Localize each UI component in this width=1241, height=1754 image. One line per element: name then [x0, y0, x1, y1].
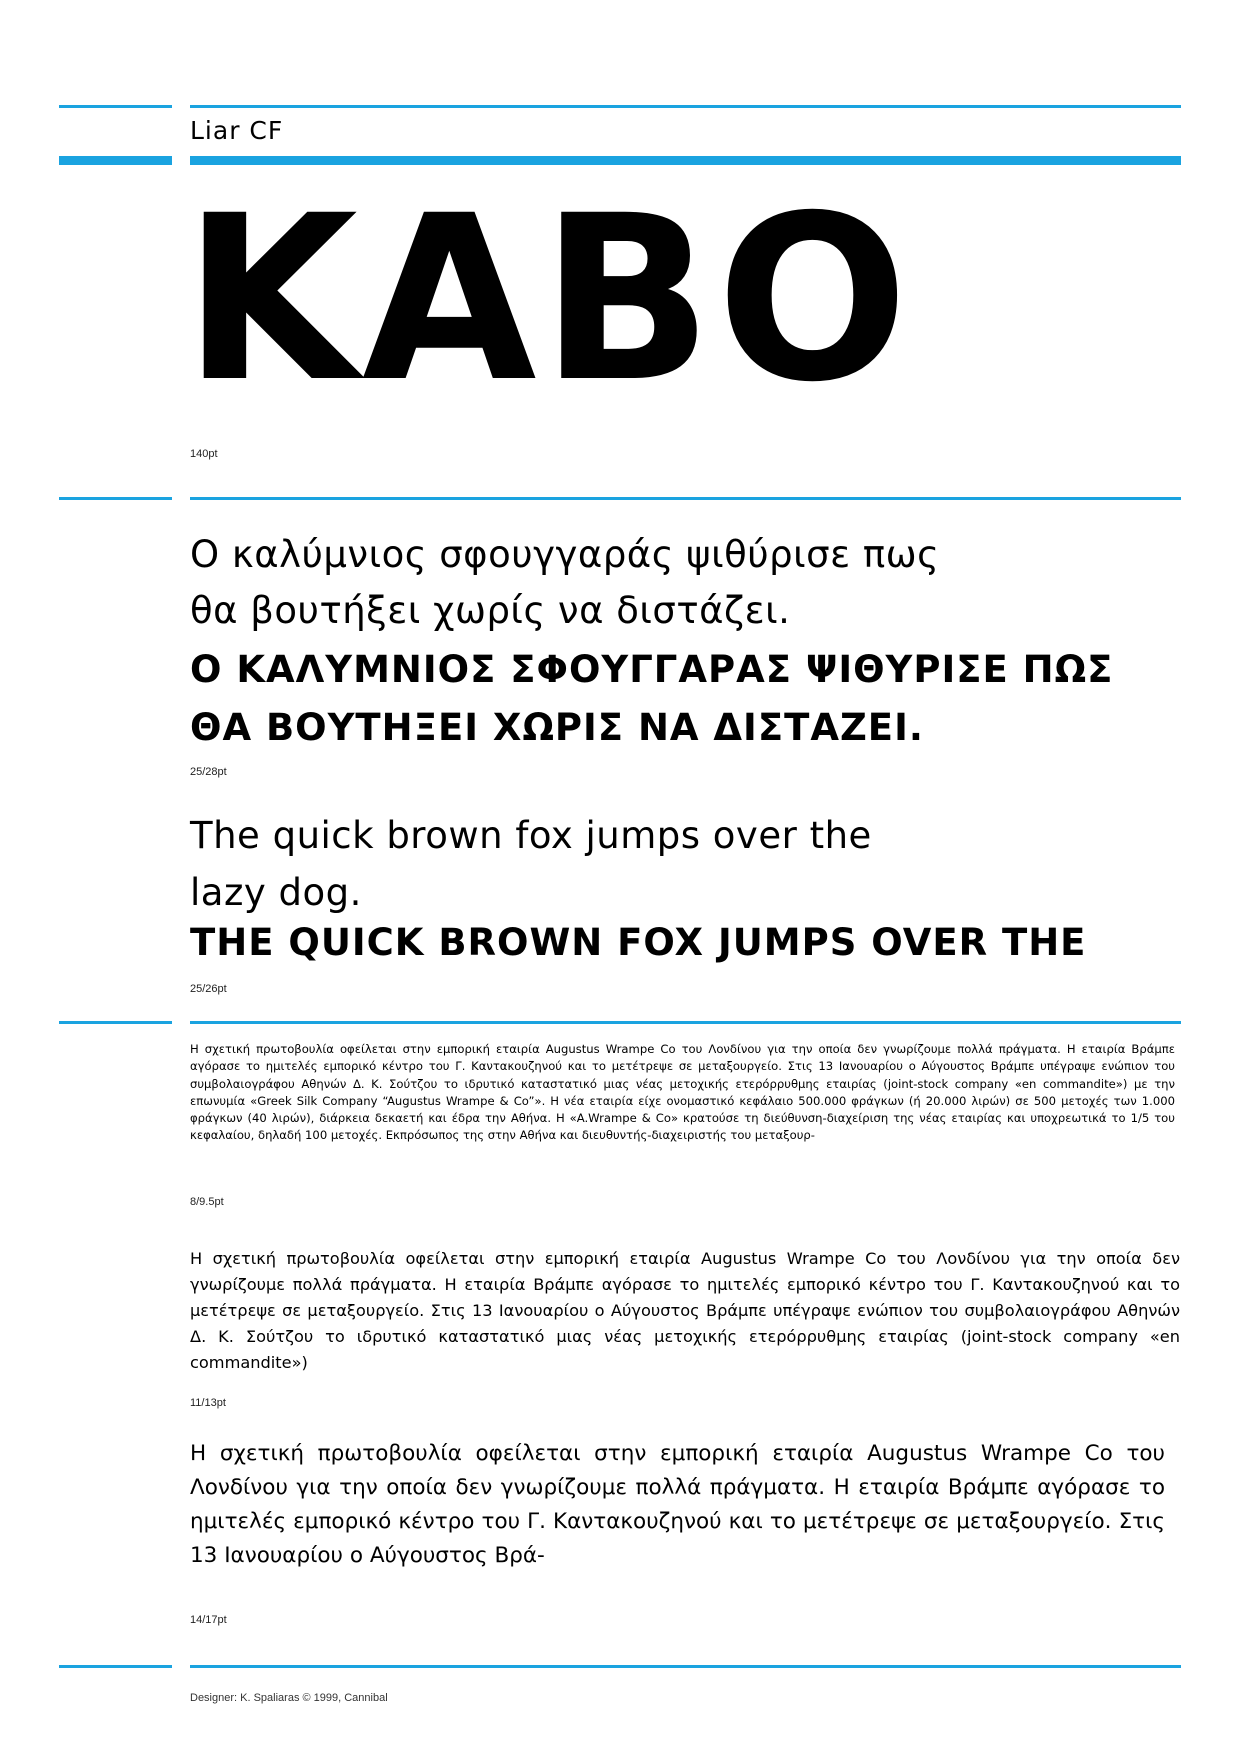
latin-sample-size-label: 25/26pt	[190, 983, 227, 995]
section-rule-left-1	[59, 497, 172, 500]
section-rule-left-2	[59, 1021, 172, 1024]
latin-sample-line-1: The quick brown fox jumps over the	[190, 814, 872, 857]
font-name: Liar CF	[190, 116, 284, 145]
section-rule-right-2	[190, 1021, 1181, 1024]
body-sample-14pt-size-label: 14/17pt	[190, 1614, 227, 1626]
greek-sample-line-2: θα βουτήξει χωρίς να διστάζει.	[190, 589, 791, 632]
body-sample-8pt: Η σχετική πρωτοβουλία οφείλεται στην εμπορική εταιρία Augustus Wrampe Co του Λονδίνου για την οποία δεν γνωρίζουμε πολλά πράγματα. Η εταιρία Βράμπε αγόρασε το ημιτελές εμπορικό κέντρο του Γ. Καντακουζηνού και το μετέτρεψε σε μεταξουργείο. Στις 13 Ιανουαρίου ο Αύγουστος Βράμπε υπέγραψε ενώπιον του συμβολαιογράφου Αθηνών Δ. Κ. Σούτζου το ιδρυτικό καταστατικό μιας νέας μετοχικής ετερόρρυθμης εταιρίας (joint-stock company «en commandite») με την επωνυμία «Greek Silk Company “Augustus Wrampe & Co”». Η νέα εταιρία είχε ονομαστικό κεφάλαιο 500.000 φράγκων (ή 20.000 λιρών) σε 500 μετοχές των 1.000 φράγκων (40 λιρών), διάρκεια δεκαετή και έδρα την Αθήνα. Η «A.Wrampe & Co» κρατούσε τη διεύθυνση-διαχείριση της νέας εταιρίας και υποχρεωτικά το 1/5 του κεφαλαίου, δηλαδή 100 μετοχές. Εκπρόσωπος της στην Αθήνα και διευθυντής-διαχειριστής του μεταξουρ-	[190, 1042, 1175, 1143]
section-rule-right-1	[190, 497, 1181, 500]
greek-sample-line-3: Ο ΚΑΛΥΜΝΙΟΣ ΣΦΟΥΓΓΑΡΑΣ ΨΙΘΥΡΙΣΕ ΠΩΣ	[190, 648, 1114, 691]
body-sample-14pt: Η σχετική πρωτοβουλία οφείλεται στην εμπορική εταιρία Augustus Wrampe Co του Λονδίνου για την οποία δεν γνωρίζουμε πολλά πράγματα. Η εταιρία Βράμπε αγόρασε το ημιτελές εμπορικό κέντρο του Γ. Καντακουζηνού και το μετέτρεψε σε μεταξουργείο. Στις 13 Ιανουαρίου ο Αύγουστος Βρά-	[190, 1441, 1165, 1568]
header-rule-left	[59, 156, 172, 165]
top-rule-left	[59, 105, 172, 108]
body-sample-11pt: Η σχετική πρωτοβουλία οφείλεται στην εμπορική εταιρία Augustus Wrampe Co του Λονδίνου για την οποία δεν γνωρίζουμε πολλά πράγματα. Η εταιρία Βράμπε αγόρασε το ημιτελές εμπορικό κέντρο του Γ. Καντακουζηνού και το μετέτρεψε σε μεταξουργείο. Στις 13 Ιανουαρίου ο Αύγουστος Βράμπε υπέγραψε ενώπιον του συμβολαιογράφου Αθηνών Δ. Κ. Σούτζου το ιδρυτικό καταστατικό μιας νέας μετοχικής ετερόρρυθμης εταιρίας (joint-stock company «en commandite»)	[190, 1249, 1180, 1372]
display-size-label: 140pt	[190, 448, 218, 460]
greek-sample-line-4: ΘΑ ΒΟΥΤΗΞΕΙ ΧΩΡΙΣ ΝΑ ΔΙΣΤΑΖΕΙ.	[190, 706, 924, 749]
latin-sample-line-3: THE QUICK BROWN FOX JUMPS OVER THE	[190, 921, 1087, 964]
top-rule-right	[190, 105, 1181, 108]
display-specimen: KABO	[183, 166, 913, 432]
designer-credit: Designer: K. Spaliaras © 1999, Cannibal	[190, 1692, 388, 1704]
body-sample-11pt-size-label: 11/13pt	[190, 1397, 226, 1409]
greek-sample-line-1: Ο καλύμνιος σφουγγαράς ψιθύρισε πως	[190, 533, 940, 576]
body-sample-8pt-size-label: 8/9.5pt	[190, 1196, 224, 1208]
latin-sample-line-2: lazy dog.	[190, 871, 362, 914]
header-rule-right	[190, 156, 1181, 165]
greek-sample-size-label: 25/28pt	[190, 766, 227, 778]
bottom-rule-right	[190, 1665, 1181, 1668]
bottom-rule-left	[59, 1665, 172, 1668]
